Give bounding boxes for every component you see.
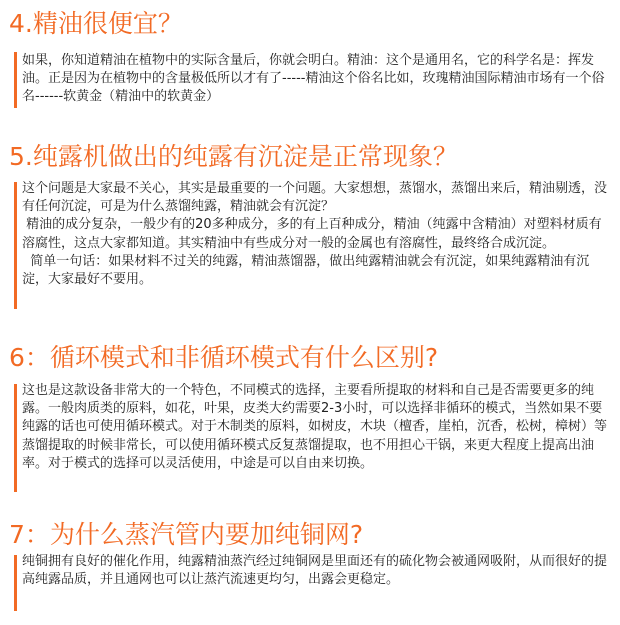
section-6-heading: 6：循环模式和非循环模式有什么区别? <box>9 343 439 372</box>
section-4-accent-bar <box>14 52 17 108</box>
section-5-paragraph-1: 这个问题是大家最不关心，其实是最重要的一个问题。大家想想，蒸馏水，蒸馏出来后，精油剔透，没有任何沉淀，可是为什么蒸馏纯露，精油就会有沉淀？ <box>22 181 608 215</box>
section-5-paragraph-3: 简单一句话：如果材料不过关的纯露，精油蒸馏器，做出纯露精油就会有沉淀，如果纯露精油有沉淀，大家最好不要用。 <box>22 253 590 288</box>
section-6-body <box>22 382 608 473</box>
section-4-body <box>22 52 608 107</box>
section-4-paragraph-1: 如果，你知道精油在植物中的实际含量后，你就会明白。精油：这个是通用名，它的科学名是：挥发油。正是因为在植物中的含量极低所以才有了-----精油这个俗名比如，玫瑰精油国际精油市场有一个俗名------软黄金（精油中的软黄金） <box>22 53 605 105</box>
section-7 <box>0 521 620 549</box>
section-6 <box>0 344 620 372</box>
section-7-paragraph-1: 纯铜拥有良好的催化作用，纯露精油蒸汽经过纯铜网是里面还有的硫化物会被通网吸附，从而很好的提高纯露品质，并且通网也可以让蒸汽流速更均匀，出露会更稳定。 <box>22 554 608 588</box>
section-7-accent-bar <box>14 555 17 611</box>
section-6-accent-bar <box>14 384 17 492</box>
section-4-heading: 4.精油很便宜？ <box>9 9 183 38</box>
section-7-body <box>22 553 608 589</box>
section-5-heading: 5.纯露机做出的纯露有沉淀是正常现象？ <box>9 142 458 171</box>
section-7-heading: 7：为什么蒸汽管内要加纯铜网? <box>9 520 364 549</box>
section-5-paragraph-2: 精油的成分复杂，一般少有的20多种成分，多的有上百种成分，精油（纯露中含精油）对塑料材质有溶腐性，这点大家都知道。其实精油中有些成分对一般的金属也有溶腐性，最终络合成沉淀。 <box>22 217 602 251</box>
section-6-paragraph-1: 这也是这款设备非常大的一个特色，不同模式的选择，主要看所提取的材料和自己是否需要更多的纯露。一般肉质类的原料，如花，叶果，皮类大约需要2-3小时，可以选择非循环的模式，当然如果不要纯露的话也可使用循环模式。对于木制类的原料，如树皮，木块（檀香，崖柏，沉香，松树，樟树）等蒸馏提取的时候非常长，可以使用循环模式反复蒸馏提取，也不用担心干锅，来更大程度上提高出油率。对于模式的选择可以灵活使用，中途是可以自由来切换。 <box>22 383 608 471</box>
section-4 <box>0 10 620 38</box>
section-5-accent-bar <box>14 182 17 309</box>
section-5 <box>0 143 620 171</box>
section-5-body <box>22 180 608 289</box>
